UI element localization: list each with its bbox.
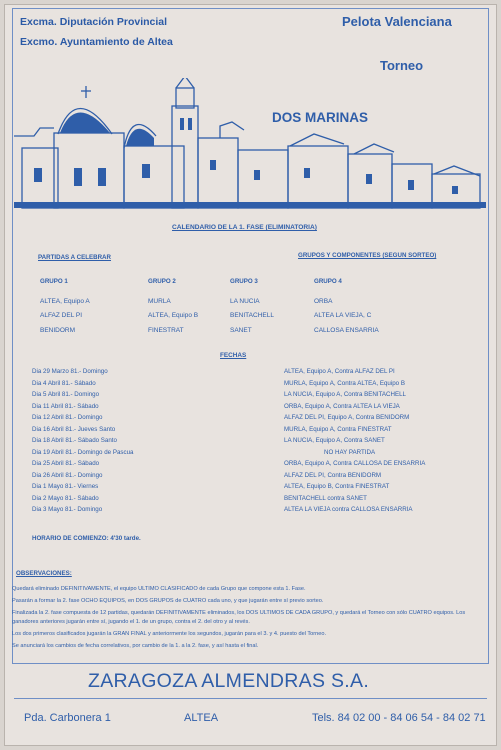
observacion-item: Se anunciará los cambios de fecha correlativos, por cambio de la 1. a la 2. fase, y así hasta el final. (12, 643, 259, 649)
groups-heading: GRUPOS Y COMPONENTES (SEGUN SORTEO) (298, 252, 437, 259)
sponsor-name: ZARAGOZA ALMENDRAS S.A. (88, 670, 370, 692)
observaciones-title: OBSERVACIONES: (16, 570, 72, 577)
schedule-date: Dia 2 Mayo 81.- Sábado (32, 494, 99, 502)
schedule-matches (284, 368, 425, 518)
header-institutions (20, 12, 173, 52)
header-line-ayuntamiento: Excmo. Ayuntamiento de Altea (20, 36, 173, 48)
matches-heading: PARTIDAS A CELEBRAR (38, 254, 111, 261)
group-2-team: MURLA (148, 298, 171, 305)
start-time: HORARIO DE COMIENZO: 4'30 tarde. (32, 535, 141, 542)
observaciones-list (12, 585, 482, 654)
schedule-match: ORBA, Equipo A, Contra CALLOSA DE ENSARRIA (284, 460, 426, 467)
tournament-name: DOS MARINAS (272, 110, 369, 125)
group-4-team: CALLOSA ENSARRIA (314, 327, 379, 334)
group-3-label: GRUPO 3 (230, 278, 258, 285)
schedule-match: ALFAZ DEL PI, Contra BENIDORM (284, 471, 382, 479)
group-4-label: GRUPO 4 (314, 278, 342, 285)
observacion-item: Finalizada la 2. fase compuesta de 12 partidas, quedarán DEFINITIVAMENTE eliminados, los DOS ULTIMOS DE CADA GRUPO, y quedará el Torneo con sólo CUATRO equipos. Los ganadores anteriores jugarán entre sí, jugando el 1. de un grupo, contra el 2. del otro y al revés. (12, 610, 466, 625)
header-line-diputacion: Excma. Diputación Provincial (20, 16, 168, 28)
group-2-team: FINESTRAT (148, 327, 184, 334)
observacion-item: Pasarán a formar la 2. fase OCHO EQUIPOS, en DOS GRUPOS de CUATRO cada uno, y que jugarán entre sí previo sorteo. (12, 598, 324, 604)
group-4-team: ORBA (314, 298, 333, 305)
sponsor-address: Pda. Carbonera 1 (24, 712, 111, 724)
group-1-team: ALTEA, Equipo A (40, 298, 90, 305)
schedule-date: Dia 11 Abril 81.- Sábado (32, 402, 99, 410)
schedule-date: Dia 16 Abril 81.- Jueves Santo (32, 425, 116, 433)
schedule-date: Dia 26 Abril 81.- Domingo (32, 471, 103, 479)
divider (14, 698, 487, 699)
group-2-team: ALTEA, Equipo B (148, 312, 199, 319)
schedule-date: Dia 4 Abril 81.- Sábado (32, 379, 96, 387)
group-3-team: LA NUCIA (230, 298, 260, 305)
schedule-match: BENITACHELL contra SANET (284, 494, 367, 502)
group-2-label: GRUPO 2 (148, 278, 176, 285)
group-3-team: SANET (230, 327, 252, 334)
schedule-match: NO HAY PARTIDA (324, 448, 376, 456)
schedule-match: MURLA, Equipo A, Contra ALTEA, Equipo B (284, 379, 405, 387)
schedule-match: LA NUCIA, Equipo A, Contra BENITACHELL (284, 391, 406, 398)
schedule-date: Dia 19 Abril 81.- Domingo de Pascua (32, 448, 134, 456)
group-1-team: BENIDORM (40, 327, 76, 334)
group-1-team: ALFAZ DEL PI (40, 312, 83, 319)
schedule-date: Dia 5 Abril 81.- Domingo (32, 391, 100, 398)
schedule-match: ALTEA, Equipo B, Contra FINESTRAT (284, 483, 390, 490)
schedule-match: ORBA, Equipo A, Contra ALTEA LA VIEJA (284, 402, 400, 410)
schedule-match: ALTEA LA VIEJA contra CALLOSA ENSARRIA (284, 506, 413, 513)
calendar-title: CALENDARIO DE LA 1. FASE (ELIMINATORIA) (172, 224, 317, 231)
sponsor-phones: Tels. 84 02 00 - 84 06 54 - 84 02 71 (312, 712, 486, 724)
schedule-date: Dia 3 Mayo 81.- Domingo (32, 506, 103, 513)
observacion-item: Quedará eliminado DEFINITIVAMENTE, el equipo ULTIMO CLASIFICADO de cada Grupo que compone esta 1. Fase. (12, 586, 306, 592)
sponsor-town: ALTEA (184, 712, 219, 724)
group-3-team: BENITACHELL (230, 312, 274, 319)
altea-town-illustration (14, 78, 486, 212)
schedule-match: ALFAZ DEL PI, Equipo A, Contra BENIDORM (284, 414, 410, 421)
schedule-date: Dia 29 Marzo 81.- Domingo (32, 368, 108, 375)
sport-title: Pelota Valenciana (342, 14, 452, 29)
schedule-dates (32, 368, 133, 518)
schedule-match: MURLA, Equipo A, Contra FINESTRAT (284, 425, 392, 433)
group-1-label: GRUPO 1 (40, 278, 68, 285)
schedule-match: ALTEA, Equipo A, Contra ALFAZ DEL PI (284, 368, 395, 375)
schedule-date: Dia 1 Mayo 81.- Viernes (32, 483, 99, 490)
schedule-date: Dia 12 Abril 81.- Domingo (32, 414, 103, 421)
group-4-team: ALTEA LA VIEJA, C (314, 312, 372, 319)
schedule-match: LA NUCIA, Equipo A, Contra SANET (284, 437, 385, 444)
schedule-date: Dia 25 Abril 81.- Sábado (32, 460, 100, 467)
observacion-item: Los dos primeros clasificados jugarán la GRAN FINAL y anteriormente los segundos, jugarán para el 3. y 4. puesto del Torneo. (12, 631, 327, 637)
fechas-title: FECHAS (220, 352, 247, 359)
tournament-label: Torneo (380, 58, 424, 73)
schedule-date: Dia 18 Abril 81.- Sábado Santo (32, 437, 117, 444)
